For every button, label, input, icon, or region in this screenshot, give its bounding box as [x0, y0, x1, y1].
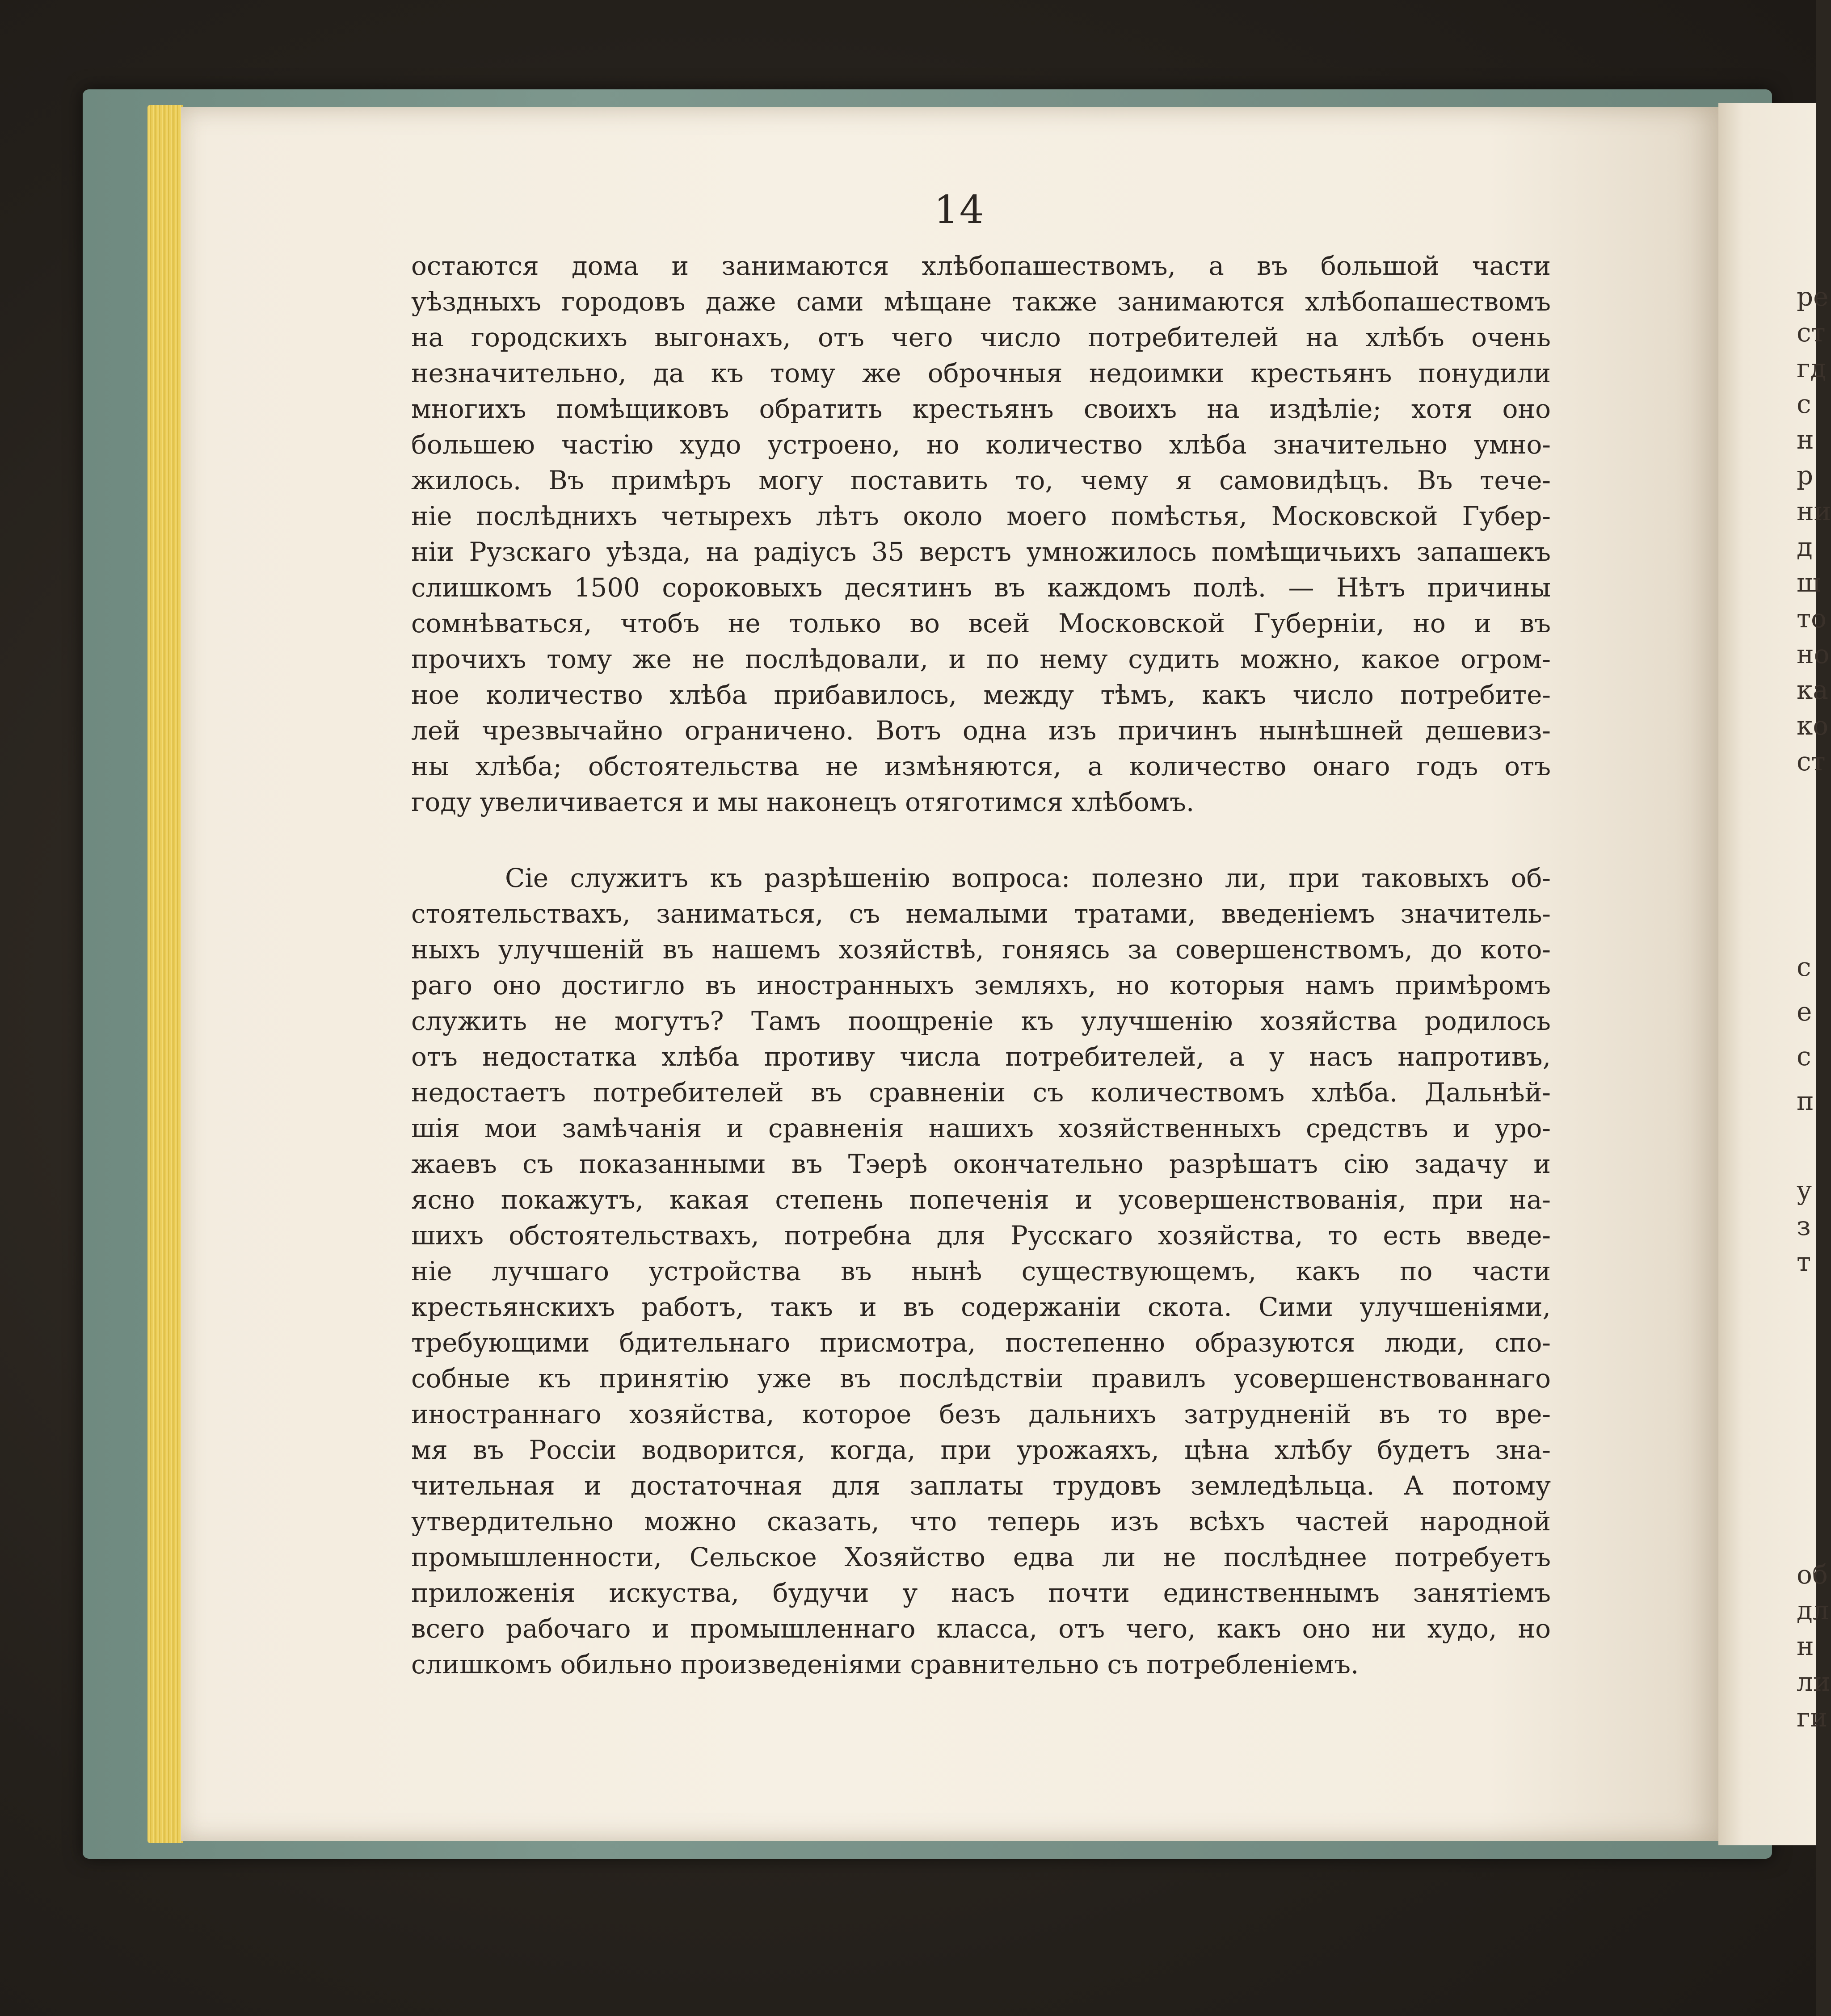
facing-page-fragment: ко: [1797, 710, 1829, 741]
facing-page-fragment: с: [1797, 1041, 1811, 1071]
text-line: жилось. Въ примѣръ могу поставить то, чему я самовидѣцъ. Въ тече-: [411, 465, 1551, 496]
text-line: требующими бдительнаго присмотра, постепенно образуются люди, спо-: [411, 1327, 1551, 1358]
facing-page-fragment: т: [1797, 1247, 1811, 1277]
facing-page-fragment: ст: [1797, 317, 1826, 348]
facing-page-fragment: ни: [1797, 496, 1831, 526]
facing-page-fragment: с: [1797, 952, 1811, 982]
text-line: собные къ принятію уже въ послѣдствіи правилъ усовершенствованнаго: [411, 1363, 1551, 1394]
facing-page-fragment: р: [1797, 460, 1814, 491]
text-line: Сіе служитъ къ разрѣшенію вопроса: полезно ли, при таковыхъ об-: [505, 863, 1551, 893]
facing-page-fragment: п: [1797, 1086, 1814, 1116]
text-line: ніе лучшаго устройства въ нынѣ существующемъ, какъ по части: [411, 1256, 1551, 1286]
text-line: шихъ обстоятельствахъ, потребна для Русскаго хозяйства, то есть введе-: [411, 1220, 1551, 1251]
text-line: всего рабочаго и промышленнаго класса, отъ чего, какъ оно ни худо, но: [411, 1613, 1551, 1644]
facing-page-fragment: с: [1797, 389, 1811, 419]
text-line: уѣздныхъ городовъ даже сами мѣщане также занимаются хлѣбопашествомъ: [411, 286, 1551, 317]
text-line: приложенія искуства, будучи у насъ почти единственнымъ занятіемъ: [411, 1578, 1551, 1608]
text-line: шія мои замѣчанія и сравненія нашихъ хозяйственныхъ средствъ и уро-: [411, 1113, 1551, 1143]
text-line: большею частію худо устроено, но количество хлѣба значительно умно-: [411, 429, 1551, 460]
facing-page-fragment: н: [1797, 1631, 1814, 1661]
text-line: утвердительно можно сказать, что теперь изъ всѣхъ частей народной: [411, 1506, 1551, 1537]
text-line: иностраннаго хозяйства, которое безъ дальнихъ затрудненій въ то вре-: [411, 1399, 1551, 1429]
facing-page-fragment: ка: [1797, 675, 1828, 705]
facing-page-fragment: ли: [1797, 1667, 1831, 1697]
text-line: недостаетъ потребителей въ сравненіи съ количествомъ хлѣба. Дальнѣй-: [411, 1077, 1551, 1108]
text-line: промышленности, Сельское Хозяйство едва ли не послѣднее потребуетъ: [411, 1542, 1551, 1572]
text-line: ное количество хлѣба прибавилось, между тѣмъ, какъ число потребите-: [411, 680, 1551, 710]
facing-page-fragment: д: [1797, 532, 1813, 562]
facing-page-fragment: у: [1797, 1175, 1812, 1205]
facing-page-fragment: дл: [1797, 1595, 1829, 1625]
text-line: многихъ помѣщиковъ обратить крестьянъ своихъ на издѣліе; хотя оно: [411, 394, 1551, 424]
paragraph-1: [411, 248, 1551, 820]
text-line: крестьянскихъ работъ, такъ и въ содержаніи скота. Сими улучшеніями,: [411, 1292, 1551, 1322]
facing-page-fragment: об: [1797, 1559, 1828, 1590]
text-line: сомнѣваться, чтобъ не только во всей Московской Губерніи, но и въ: [411, 608, 1551, 638]
facing-page-fragment: н: [1797, 424, 1814, 455]
text-line: ны хлѣба; обстоятельства не измѣняются, а количество онаго годъ отъ: [411, 751, 1551, 781]
text-line: на городскихъ выгонахъ, отъ чего число потребителей на хлѣбъ очень: [411, 322, 1551, 353]
text-line: остаются дома и занимаются хлѣбопашествомъ, а въ большой части: [411, 251, 1551, 281]
text-line: мя въ Россіи водворится, когда, при урожаяхъ, цѣна хлѣбу будетъ зна-: [411, 1435, 1551, 1465]
facing-page-fragment: ст: [1797, 746, 1826, 777]
text-line: ніи Рузскаго уѣзда, на радіусъ 35 верстъ умножилось помѣщичьихъ запашекъ: [411, 537, 1551, 567]
facing-page-fragment: ш: [1797, 567, 1821, 598]
paragraph-2: [411, 860, 1551, 1682]
text-line: прочихъ тому же не послѣдовали, и по нему судить можно, какое огром-: [411, 644, 1551, 674]
text-line: жаевъ съ показанными въ Тэерѣ окончательно разрѣшатъ сію задачу и: [411, 1149, 1551, 1179]
facing-page-fragment: гд: [1797, 353, 1827, 383]
text-line: раго оно достигло въ иностранныхъ земляхъ, но которыя намъ примѣромъ: [411, 970, 1551, 1000]
text-line: стоятельствахъ, заниматься, съ немалыми тратами, введеніемъ значитель-: [411, 899, 1551, 929]
text-line: ніе послѣднихъ четырехъ лѣтъ около моего помѣстья, Московской Губер-: [411, 501, 1551, 531]
facing-page-fragment: но: [1797, 639, 1830, 669]
page-edges: [147, 105, 183, 1843]
text-line: незначительно, да къ тому же оброчныя недоимки крестьянъ понудили: [411, 358, 1551, 388]
text-line: году увеличивается и мы наконецъ отяготимся хлѣбомъ.: [411, 787, 1195, 817]
facing-page-fragment: ре: [1797, 281, 1829, 312]
text-line: отъ недостатка хлѣба противу числа потребителей, а у насъ напротивъ,: [411, 1042, 1551, 1072]
page-number: 14: [934, 188, 985, 232]
text-line: ясно покажутъ, какая степень попеченія и усовершенствованія, при на-: [411, 1184, 1551, 1215]
facing-page-fragment: ги: [1797, 1702, 1828, 1733]
text-line: лей чрезвычайно ограничено. Вотъ одна изъ причинъ нынѣшней дешевиз-: [411, 715, 1551, 746]
text-line: ныхъ улучшеній въ нашемъ хозяйствѣ, гоняясь за совершенствомъ, до кото-: [411, 934, 1551, 965]
facing-page-edge: [1718, 103, 1831, 1845]
facing-page-fragment: з: [1797, 1211, 1811, 1241]
text-line: слишкомъ обильно произведеніями сравнительно съ потребленіемъ.: [411, 1649, 1359, 1680]
text-line: чительная и достаточная для заплаты трудовъ земледѣльца. А потому: [411, 1470, 1551, 1501]
text-line: слишкомъ 1500 сороковыхъ десятинъ въ каждомъ полѣ. — Нѣтъ причины: [411, 572, 1551, 603]
facing-page-fragment: то: [1797, 603, 1827, 634]
text-line: служить не могутъ? Тамъ поощреніе къ улучшенію хозяйства родилось: [411, 1006, 1551, 1036]
facing-page-fragment: е: [1797, 996, 1812, 1027]
